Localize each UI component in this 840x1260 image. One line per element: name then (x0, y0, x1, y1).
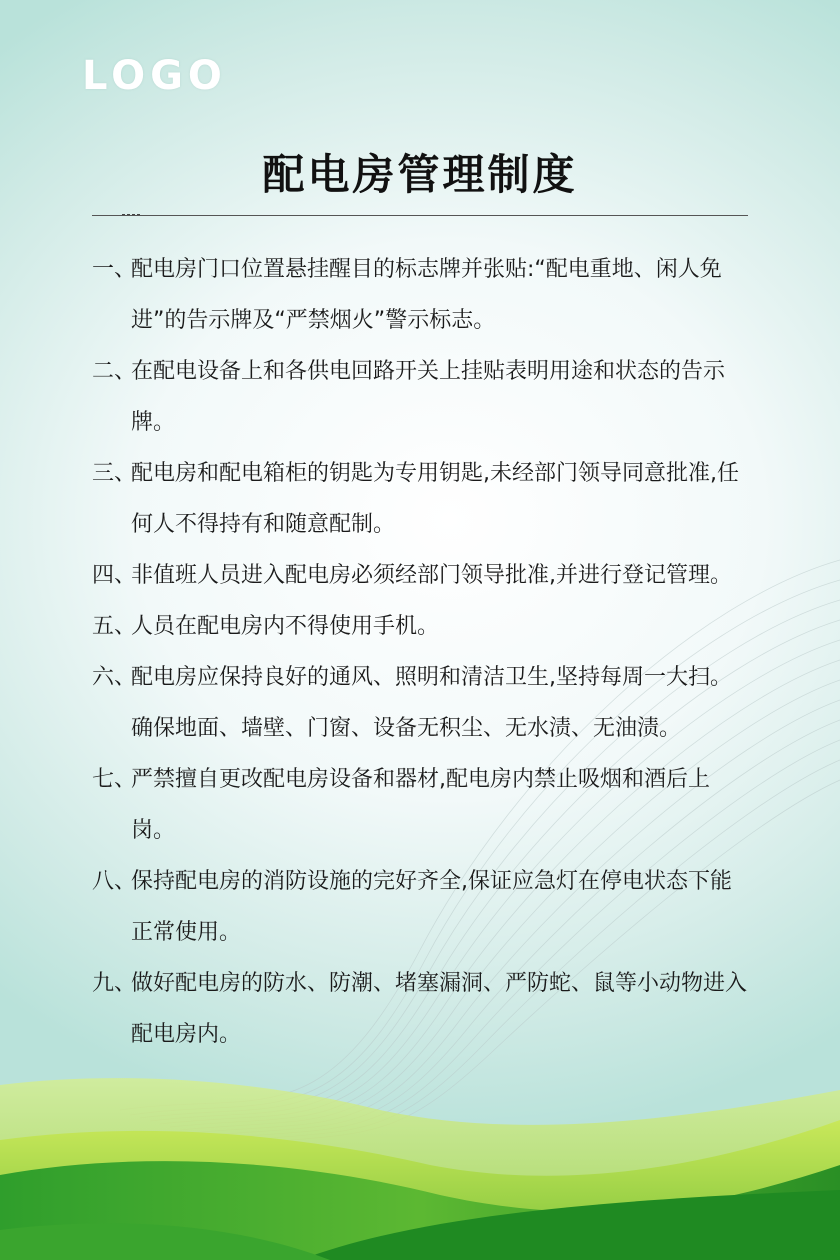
item-text: 保持配电房的消防设施的完好齐全,保证应急灯在停电状态下能正常使用。 (131, 869, 732, 945)
item-text: 配电房应保持良好的通风、照明和清洁卫生,坚持每周一大扫。确保地面、墙壁、门窗、设备无积尘、无水渍、无油渍。 (131, 665, 732, 741)
divider-dots (122, 212, 142, 218)
item-number: 一、 (92, 257, 137, 282)
item-text: 做好配电房的防水、防潮、堵塞漏洞、严防蛇、鼠等小动物进入配电房内。 (131, 971, 748, 1047)
logo: LOGO (82, 53, 227, 99)
item-text: 配电房和配电箱柜的钥匙为专用钥匙,未经部门领导同意批准,任何人不得持有和随意配制。 (131, 461, 739, 537)
item-number: 八、 (92, 869, 137, 894)
list-item (92, 244, 752, 346)
list-item (92, 601, 752, 652)
item-number: 七、 (92, 767, 137, 792)
list-item (92, 550, 752, 601)
item-number: 九、 (92, 971, 137, 996)
item-text: 人员在配电房内不得使用手机。 (131, 614, 440, 639)
item-text: 非值班人员进入配电房必须经部门领导批准,并进行登记管理。 (131, 563, 732, 588)
item-text: 配电房门口位置悬挂醒目的标志牌并张贴:“配电重地、闲人免进”的告示牌及“严禁烟火”警示标志。 (131, 257, 722, 333)
page-title: 配电房管理制度 (262, 150, 578, 199)
item-number: 五、 (92, 614, 137, 639)
item-number: 三、 (92, 461, 137, 486)
rules-list (92, 244, 752, 1060)
list-item (92, 958, 752, 1060)
list-item (92, 448, 752, 550)
item-number: 二、 (92, 359, 137, 384)
list-item (92, 856, 752, 958)
item-text: 在配电设备上和各供电回路开关上挂贴表明用途和状态的告示牌。 (131, 359, 726, 435)
item-text: 严禁擅自更改配电房设备和器材,配电房内禁止吸烟和酒后上岗。 (131, 767, 710, 843)
item-number: 四、 (92, 563, 137, 588)
list-item (92, 652, 752, 754)
title-divider (92, 215, 748, 216)
list-item (92, 346, 752, 448)
list-item (92, 754, 752, 856)
item-number: 六、 (92, 665, 137, 690)
